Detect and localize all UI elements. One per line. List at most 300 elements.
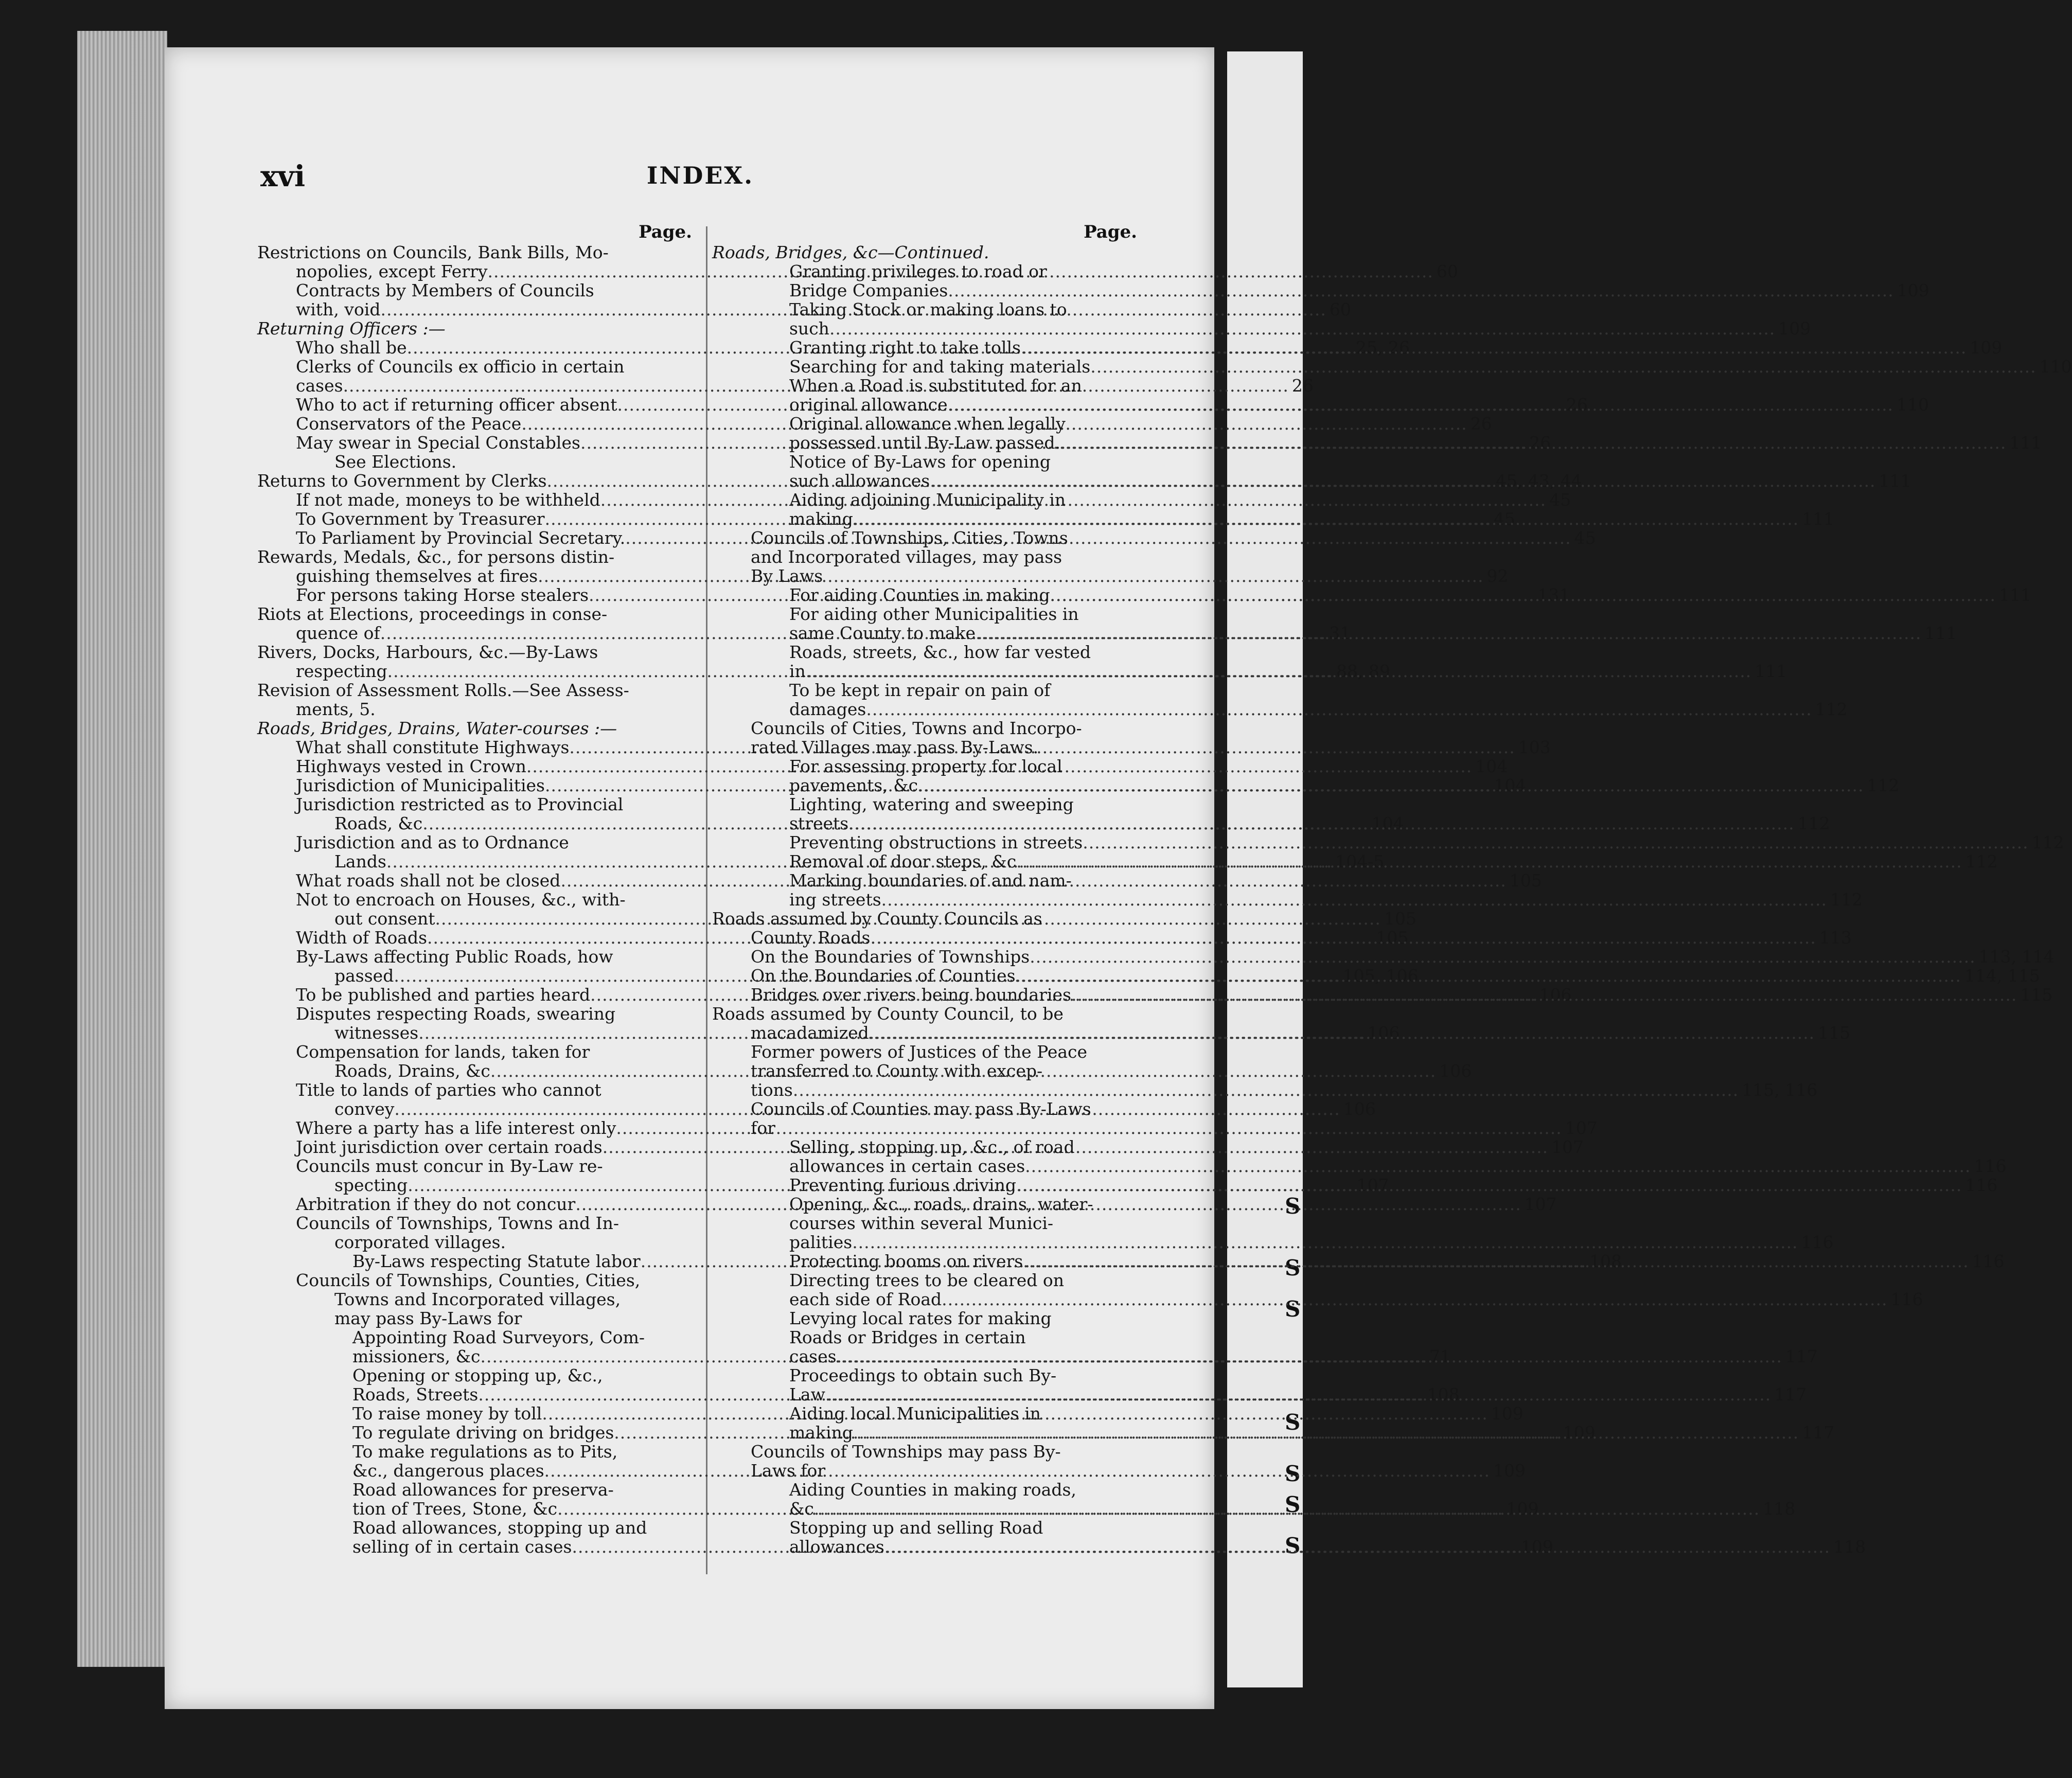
entry-text: quence of xyxy=(296,623,380,643)
index-entry xyxy=(712,681,1137,700)
entry-text: Highways vested in Crown xyxy=(296,756,526,776)
entry-page-ref: 109 xyxy=(1778,318,1811,339)
entry-text: out consent xyxy=(334,909,435,929)
entry-text: passed xyxy=(334,966,394,986)
entry-page-ref: 60 xyxy=(1436,261,1458,281)
entry-page-ref: 92 xyxy=(1486,566,1509,586)
entry-page-ref: 113 xyxy=(1819,928,1852,948)
entry-page-ref: 26 xyxy=(1529,433,1551,453)
index-entry xyxy=(712,490,1137,509)
entry-text: courses within several Munici- xyxy=(789,1213,1054,1233)
entry-page-ref: 108 xyxy=(1589,1251,1622,1271)
entry-page-ref: 111 xyxy=(1879,471,1911,491)
entry-text: allowances xyxy=(789,1537,884,1557)
index-entry xyxy=(257,1518,692,1537)
book-page-edges xyxy=(77,31,167,1667)
facing-page-letter: S xyxy=(1285,1533,1301,1558)
entry-text: To Parliament by Provincial Secretary. xyxy=(296,528,626,548)
leader-dots xyxy=(837,1347,1782,1366)
entry-text: Aiding local Municipalities in xyxy=(789,1403,1041,1424)
entry-page-ref: 112 xyxy=(1965,851,1998,872)
index-entry xyxy=(257,833,692,852)
index-entry xyxy=(257,681,692,700)
index-entry xyxy=(257,661,1390,681)
index-entry xyxy=(712,604,1137,624)
entry-page-ref: 26 xyxy=(1470,414,1492,434)
leader-dots xyxy=(942,1290,1887,1309)
index-entry xyxy=(712,1080,1818,1100)
leader-dots xyxy=(1016,852,1962,871)
facing-page-letter: S xyxy=(1285,1255,1301,1281)
entry-text: Jurisdiction of Municipalities xyxy=(296,775,545,795)
entry-text: If not made, moneys to be withheld xyxy=(296,490,600,510)
index-entry xyxy=(712,1289,1923,1309)
facing-page-letter: S xyxy=(1285,1461,1301,1486)
entry-page-ref: 116 xyxy=(1801,1232,1834,1252)
entry-text: Rivers, Docks, Harbours, &c.—By-Laws xyxy=(257,642,598,662)
entry-text: for xyxy=(751,1118,775,1138)
entry-text: Road allowances, stopping up and xyxy=(352,1518,647,1538)
entry-text: Bridges over rivers being boundaries xyxy=(751,985,1071,1005)
entry-page-ref: 116 xyxy=(1965,1175,1998,1195)
index-entry xyxy=(712,1328,1137,1347)
entry-text: Width of Roads xyxy=(296,928,428,948)
facing-page-letter: S xyxy=(1285,1296,1301,1322)
entry-page-ref: 110 xyxy=(2039,357,2072,377)
leader-dots xyxy=(852,1233,1798,1252)
index-entry xyxy=(712,1480,1137,1499)
entry-text: To regulate driving on bridges xyxy=(352,1423,614,1443)
entry-page-ref: 109 xyxy=(1493,1461,1526,1481)
index-entry xyxy=(712,1061,1137,1080)
index-entry xyxy=(712,1518,1137,1537)
index-entry xyxy=(257,357,692,376)
entry-text: &c., dangerous places xyxy=(352,1461,544,1481)
entry-text: making xyxy=(789,1423,853,1443)
leader-dots xyxy=(1016,966,1961,985)
index-entry xyxy=(712,832,2064,852)
entry-page-ref: 112 xyxy=(1815,699,1848,719)
index-entry xyxy=(712,262,1137,281)
entry-text: Roads, Bridges, Drains, Water-courses :— xyxy=(257,718,617,738)
entry-page-ref: 109 xyxy=(1520,1537,1553,1557)
entry-text: Taking Stock or making loans to xyxy=(789,299,1067,319)
index-entry xyxy=(712,1137,1137,1157)
entry-page-ref: 111 xyxy=(2009,433,2042,453)
leader-dots xyxy=(1083,833,2028,852)
facing-page-letter: S xyxy=(1285,1194,1301,1219)
index-entry xyxy=(712,1118,1137,1137)
entry-text: By Laws xyxy=(751,566,823,586)
entry-text: allowances in certain cases xyxy=(789,1156,1025,1176)
entry-text: Roads, Streets xyxy=(352,1384,479,1404)
entry-page-ref: 106 xyxy=(1539,985,1572,1005)
leader-dots xyxy=(853,1423,1799,1442)
entry-page-ref: 115, 116 xyxy=(1742,1080,1818,1100)
entry-text: &c xyxy=(789,1499,814,1519)
entry-text: Law xyxy=(789,1384,825,1404)
entry-text: cases xyxy=(296,376,343,396)
running-head xyxy=(260,159,1140,195)
entry-text: For aiding other Municipalities in xyxy=(789,604,1079,624)
leader-dots xyxy=(881,890,1827,909)
index-entry xyxy=(712,1156,2007,1176)
index-entry xyxy=(257,1499,1539,1519)
entry-text: Rewards, Medals, &c., for persons distin- xyxy=(257,547,615,567)
entry-text: nopolies, except Ferry xyxy=(296,261,488,281)
index-entry xyxy=(712,376,1137,395)
index-entry xyxy=(712,1404,1137,1423)
entry-text: To raise money by toll xyxy=(352,1403,542,1424)
index-entry xyxy=(712,1214,1137,1233)
entry-text: corporated villages. xyxy=(334,1232,506,1252)
index-entry xyxy=(712,719,1137,738)
entry-text: By-Laws respecting Statute labor xyxy=(352,1251,641,1271)
entry-page-ref: 112 xyxy=(1797,813,1830,833)
leader-dots xyxy=(848,814,1794,833)
entry-text: Revision of Assessment Rolls.—See Assess- xyxy=(257,680,629,700)
entry-text: See Elections. xyxy=(334,452,457,472)
index-entry xyxy=(257,795,692,814)
entry-page-ref: 109 xyxy=(1491,1403,1524,1424)
facing-page-letter: S xyxy=(1285,1492,1301,1517)
index-entry xyxy=(257,604,692,624)
entry-text: Restrictions on Councils, Bank Bills, Mo- xyxy=(257,242,609,262)
entry-page-ref: 109 xyxy=(1563,1423,1596,1443)
leader-dots xyxy=(1090,357,2036,376)
index-entry xyxy=(712,795,1137,814)
entry-text: To Government by Treasurer xyxy=(296,509,545,529)
index-entry xyxy=(712,414,1137,433)
leader-dots xyxy=(1023,1252,1969,1271)
entry-text: Where a party has a life interest only xyxy=(296,1118,616,1138)
entry-page-ref: 107 xyxy=(1565,1118,1598,1138)
index-entry xyxy=(712,318,1811,339)
entry-page-ref: 71 xyxy=(1429,1346,1451,1366)
index-entry xyxy=(257,643,692,662)
entry-page-ref: 107 xyxy=(1524,1194,1557,1214)
entry-page-ref: 104 xyxy=(1475,756,1508,776)
index-entry xyxy=(257,1080,692,1099)
entry-page-ref: 108 xyxy=(1427,1384,1460,1404)
entry-page-ref: 104 xyxy=(1494,775,1527,795)
entry-page-ref: 26 xyxy=(1566,395,1588,415)
entry-page-ref: 45, 43, 44 xyxy=(1495,471,1582,491)
entry-page-ref: 104-5 xyxy=(1335,851,1385,872)
entry-text: Removal of door steps, &c xyxy=(789,851,1017,872)
entry-page-ref: 103 xyxy=(1518,737,1551,757)
leader-dots xyxy=(825,1385,1771,1404)
entry-text: such xyxy=(789,318,829,339)
entry-text: On the Boundaries of Townships xyxy=(751,947,1030,967)
entry-text: and Incorporated villages, may pass xyxy=(751,547,1062,567)
entry-text: Lands xyxy=(334,851,386,872)
entry-text: Roads, streets, &c., how far vested xyxy=(789,642,1091,662)
entry-text: with, void xyxy=(296,299,381,319)
entry-text: County Roads xyxy=(751,928,871,948)
entry-text: To be published and parties heard xyxy=(296,985,591,1005)
index-entry xyxy=(257,1214,692,1233)
entry-text: each side of Road xyxy=(789,1289,942,1309)
index-entry xyxy=(712,738,1137,757)
index-entry xyxy=(712,566,1137,585)
entry-text: Contracts by Members of Councils xyxy=(296,280,594,300)
entry-text: To make regulations as to Pits, xyxy=(352,1442,618,1462)
index-entry xyxy=(712,452,1137,471)
entry-page-ref: 113, 114 xyxy=(1978,947,2055,967)
entry-text: Returns to Government by Clerks xyxy=(257,471,547,491)
leader-dots xyxy=(1025,1157,1971,1176)
index-entry xyxy=(257,719,692,738)
entry-text: Arbitration if they do not concur xyxy=(296,1194,576,1214)
leader-dots xyxy=(866,700,1812,719)
entry-page-ref: 45 xyxy=(1549,490,1571,510)
index-entry xyxy=(257,452,692,471)
index-entry xyxy=(712,1195,1137,1214)
entry-page-ref: 88, 89 xyxy=(1336,661,1390,681)
index-entry xyxy=(257,1233,692,1252)
entry-page-ref: 105 xyxy=(1384,909,1416,929)
index-entry xyxy=(712,871,1137,890)
index-entry xyxy=(257,1004,692,1023)
entry-text: damages xyxy=(789,699,866,719)
entry-text: Aiding adjoining Municipality in xyxy=(789,490,1066,510)
entry-text: Proceedings to obtain such By- xyxy=(789,1365,1057,1385)
entry-text: making xyxy=(789,509,853,529)
entry-text: witnesses xyxy=(334,1023,419,1043)
entry-text: Original allowance when legally xyxy=(789,414,1066,434)
entry-text: For persons taking Horse stealers xyxy=(296,585,589,605)
index-entry xyxy=(257,1042,692,1061)
entry-text: By-Laws affecting Public Roads, how xyxy=(296,947,613,967)
entry-text: Laws for xyxy=(751,1461,826,1481)
entry-page-ref: 106 xyxy=(1367,1023,1400,1043)
entry-text: Selling, stopping up, &c., of road xyxy=(789,1137,1075,1157)
entry-page-ref: 104 xyxy=(1371,813,1404,833)
entry-text: Riots at Elections, proceedings in conse- xyxy=(257,604,608,624)
entry-text: Stopping up and selling Road xyxy=(789,1518,1043,1538)
index-entry xyxy=(712,528,1137,547)
entry-text: Returning Officers :— xyxy=(257,318,446,339)
entry-text: Aiding Counties in making roads, xyxy=(789,1480,1076,1500)
entry-text: Granting privileges to road or xyxy=(789,261,1047,281)
entry-text: Disputes respecting Roads, swearing xyxy=(296,1004,616,1024)
index-entry xyxy=(257,1309,692,1328)
entry-text: Councils of Townships, Counties, Cities, xyxy=(296,1270,641,1290)
entry-page-ref: 116 xyxy=(1972,1251,2005,1271)
leader-dots xyxy=(1071,985,2017,1004)
index-entry xyxy=(257,547,692,566)
index-entry xyxy=(257,1442,692,1461)
entry-text: convey xyxy=(334,1099,395,1119)
entry-text: such allowances xyxy=(789,471,930,491)
index-entry xyxy=(712,243,1137,262)
entry-text: pavements, &c xyxy=(789,775,918,795)
entry-page-ref: 110 xyxy=(1897,395,1929,415)
entry-text: Councils of Counties may pass By-Laws xyxy=(751,1099,1091,1119)
entry-text: Opening or stopping up, &c., xyxy=(352,1365,603,1385)
index-entry xyxy=(712,757,1137,776)
entry-text: guishing themselves at fires xyxy=(296,566,538,586)
entry-text: Compensation for lands, taken for xyxy=(296,1042,590,1062)
entry-text: Jurisdiction restricted as to Provincial xyxy=(296,794,624,814)
index-entry xyxy=(712,1004,1137,1023)
entry-text: Councils of Townships, Cities, Towns xyxy=(751,528,1068,548)
leader-dots xyxy=(869,1023,1815,1042)
entry-text: in xyxy=(789,661,806,681)
entry-text: Roads assumed by County Council, to be xyxy=(712,1004,1064,1024)
index-entry xyxy=(257,1271,692,1290)
entry-page-ref: 31 xyxy=(1329,623,1351,643)
leader-dots xyxy=(1016,1176,1962,1195)
index-entry xyxy=(257,281,692,300)
entry-page-ref: 112 xyxy=(2031,832,2064,852)
facing-page-letter: S xyxy=(1285,1410,1301,1435)
entry-text: Councils of Cities, Towns and Incorpo- xyxy=(751,718,1082,738)
index-entry xyxy=(257,319,692,338)
leader-dots xyxy=(976,624,1921,643)
entry-page-ref: 117 xyxy=(1802,1423,1835,1443)
leader-dots xyxy=(1060,433,2006,452)
index-entry xyxy=(257,1157,692,1176)
leader-dots xyxy=(829,319,1775,338)
index-entry xyxy=(257,1290,692,1309)
entry-text: Clerks of Councils ex officio in certain xyxy=(296,357,625,377)
entry-page-ref: 116 xyxy=(1974,1156,2007,1176)
entry-text: Roads or Bridges in certain xyxy=(789,1327,1026,1347)
index-entry xyxy=(712,1232,1834,1252)
leader-dots xyxy=(870,928,1816,947)
entry-text: Protecting booms on rivers xyxy=(789,1251,1023,1271)
entry-text: original allowance xyxy=(789,395,948,415)
entry-text: Councils of Townships may pass By- xyxy=(751,1442,1061,1462)
leader-dots xyxy=(814,1499,1760,1518)
entry-text: macadamized xyxy=(751,1023,869,1043)
entry-page-ref: 25, 26 xyxy=(1356,337,1410,358)
entry-page-ref: 112 xyxy=(1830,890,1863,910)
entry-text: Who to act if returning officer absent xyxy=(296,395,617,415)
entry-text: Road allowances for preserva- xyxy=(352,1480,614,1500)
entry-page-ref: 105, 106 xyxy=(1342,966,1419,986)
leader-dots xyxy=(1050,585,1996,604)
entry-text: What roads shall not be closed xyxy=(296,870,561,891)
leader-dots xyxy=(948,395,1893,414)
entry-page-ref: 111 xyxy=(1924,623,1957,643)
index-entry xyxy=(712,280,1929,300)
entry-text: Directing trees to be cleared on xyxy=(789,1270,1065,1290)
entry-text: Opening, &c., roads, drains, water- xyxy=(789,1194,1093,1214)
index-entry xyxy=(712,699,1848,719)
entry-page-ref: 109 xyxy=(1506,1499,1539,1519)
entry-page-ref: 115 xyxy=(2020,985,2053,1005)
entry-text: Joint jurisdiction over certain roads xyxy=(296,1137,603,1157)
leader-dots xyxy=(930,471,1875,490)
page-title: INDEX. xyxy=(646,162,754,189)
entry-text: Levying local rates for making xyxy=(789,1308,1052,1328)
entry-text: Roads, Bridges, &c—Continued. xyxy=(712,242,989,262)
entry-text: same County to make xyxy=(789,623,976,643)
entry-page-ref: 111 xyxy=(1755,661,1787,681)
index-entry xyxy=(712,1366,1137,1385)
index-entry xyxy=(712,357,2072,377)
index-entry xyxy=(257,1328,692,1347)
index-entry xyxy=(712,909,1137,928)
entry-page-ref: 107 xyxy=(1356,1175,1389,1195)
entry-text: selling of in certain cases xyxy=(352,1537,572,1557)
index-entry xyxy=(257,1480,692,1499)
entry-text: rated Villages may pass By-Laws. xyxy=(751,737,1039,757)
entry-text: Conservators of the Peace xyxy=(296,414,522,434)
index-entry xyxy=(257,700,692,719)
leader-dots xyxy=(853,509,1799,528)
entry-text: may pass By-Laws for xyxy=(334,1308,522,1328)
entry-text: cases xyxy=(789,1346,837,1366)
entry-text: Title to lands of parties who cannot xyxy=(296,1080,601,1100)
entry-page-ref: 117 xyxy=(1785,1346,1818,1366)
entry-text: What shall constitute Highways xyxy=(296,737,570,757)
entry-text: Roads assumed by County Councils as xyxy=(712,909,1042,929)
entry-text: Searching for and taking materials xyxy=(789,357,1091,377)
entry-text: Who shall be xyxy=(296,337,407,358)
entry-text: Granting right to take tolls xyxy=(789,337,1021,358)
entry-text: On the Boundaries of Counties xyxy=(751,966,1016,986)
entry-text: ments, 5. xyxy=(296,699,376,719)
entry-page-ref: 114, 115 xyxy=(1964,966,2040,986)
entry-page-ref: 105 xyxy=(1509,870,1542,891)
index-entry xyxy=(257,947,692,966)
entry-page-ref: 115 xyxy=(1818,1023,1851,1043)
index-entry xyxy=(257,1366,692,1385)
entry-page-ref: 111 xyxy=(1802,509,1835,529)
entry-text: For aiding Counties in making xyxy=(789,585,1050,605)
entry-text: Former powers of Justices of the Peace xyxy=(751,1042,1088,1062)
index-entry xyxy=(712,1309,1137,1328)
leader-dots xyxy=(1021,338,1967,357)
entry-page-ref: 117 xyxy=(1774,1384,1807,1404)
entry-text: Roads, &c xyxy=(334,813,423,833)
entry-page-ref: 131 xyxy=(1537,585,1570,605)
entry-text: Bridge Companies xyxy=(789,280,948,300)
entry-page-ref: 112 xyxy=(1867,775,1900,795)
entry-text: Marking boundaries of and nam- xyxy=(789,870,1072,891)
leader-dots xyxy=(948,281,1893,300)
entry-text: specting xyxy=(334,1175,408,1195)
leader-dots xyxy=(793,1080,1739,1099)
leader-dots xyxy=(884,1537,1830,1556)
entry-text: streets xyxy=(789,813,849,833)
entry-page-ref: 118 xyxy=(1763,1499,1796,1519)
entry-text: Notice of By-Laws for opening xyxy=(789,452,1051,472)
entry-text: Towns and Incorporated villages, xyxy=(334,1289,621,1309)
index-entry xyxy=(712,1271,1137,1290)
entry-text: May swear in Special Constables xyxy=(296,433,580,453)
index-entry xyxy=(257,890,692,909)
entry-page-ref: 118 xyxy=(1833,1537,1866,1557)
entry-text: Lighting, watering and sweeping xyxy=(789,794,1074,814)
entry-text: transferred to County with excep- xyxy=(751,1061,1043,1081)
entry-text: possessed until By-Law passed. xyxy=(789,433,1060,453)
entry-text: Jurisdiction and as to Ordnance xyxy=(296,832,569,852)
column-page-header: Page. xyxy=(1084,222,1137,242)
entry-text: missioners, &c xyxy=(352,1346,481,1366)
index-entry xyxy=(712,547,1137,566)
leader-dots xyxy=(806,662,1751,681)
leader-dots xyxy=(918,776,1864,795)
leader-dots xyxy=(1030,947,1975,966)
entry-text: tion of Trees, Stone, &c xyxy=(352,1499,558,1519)
entry-page-ref: 116 xyxy=(1890,1289,1923,1309)
index-entry xyxy=(712,1042,1137,1061)
